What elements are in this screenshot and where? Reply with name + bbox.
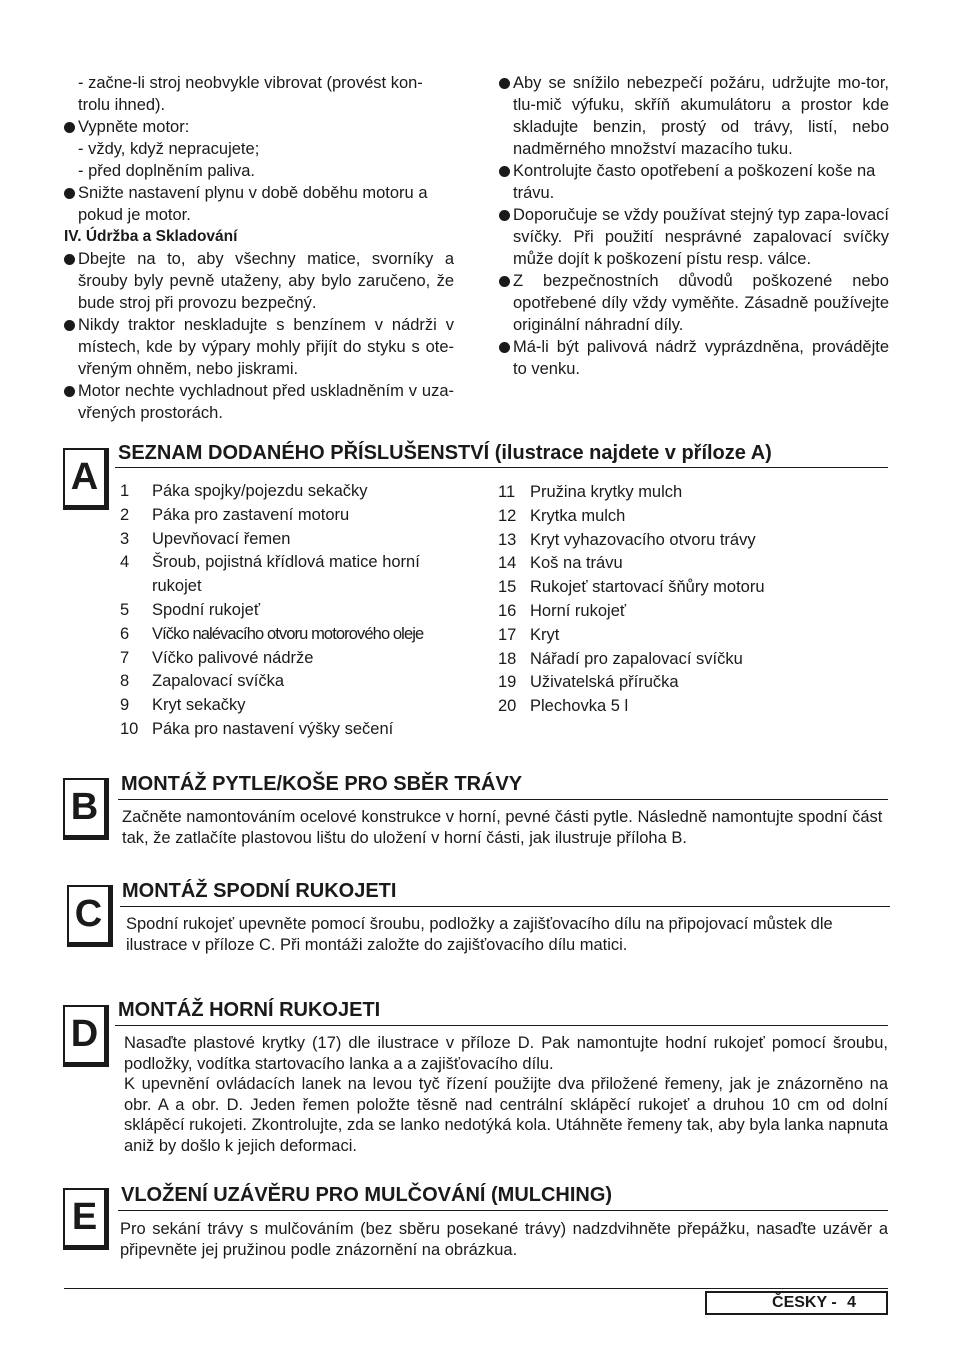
section-letter-b: B	[63, 778, 109, 840]
paragraph: Spodní rukojeť upevněte pomocí šroubu, podložky a zajišťovacího dílu na připojovací můstek dle ilustrace v příloze C. Při montáži založte do zajišťovacího dílu matici.	[126, 915, 833, 954]
section-d-text	[124, 1033, 888, 1156]
bullet-item: Aby se snížilo nebezpečí požáru, udržujte mo-tor, tlu-mič výfuku, skříň akumulátoru a prostor kde skladujte benzin, prostý od trávy, listí, nebo nadměrného množství mazacího tuku.	[499, 72, 889, 160]
list-item: 12 Krytka mulch	[498, 506, 626, 525]
list-item: 7 Víčko palivové nádrže	[120, 648, 314, 667]
paragraph: K upevnění ovládacích lanek na levou tyč řízení použijte dva přiložené řemeny, jak je znázorněno na obr. A a obr. D. Jeden řemen položte těsně nad centrální sklápěcí rukojeť a druhou 10 cm od dolní sklápěcí rukojeti. Zkontrolujte, zda se lanko nedotýká kola. Utáhněte řemeny tak, aby byla lanka napnuta aniž by došlo k jejich deformaci.	[124, 1075, 888, 1155]
list-item: 5 Spodní rukojeť	[120, 600, 261, 619]
section-d-rule	[115, 1025, 888, 1026]
list-item: 3 Upevňovací řemen	[120, 529, 291, 548]
paragraph: Začněte namontováním ocelové konstrukce v horní, pevné části pytle. Následně namontujte spodní část tak, že zatlačíte plastovou lištu do uložení v horní části, jak ilustruje příloha B.	[122, 808, 883, 847]
paragraph: Nasaďte plastové krytky (17) dle ilustrace v příloze D. Pak namontujte hodní rukojeť pomocí šroubu, podložky, vodítka startovacího lanka a a zajišťovacího dílu.	[124, 1034, 888, 1073]
section-a-rule	[115, 467, 888, 468]
bullet-item: Má-li být palivová nádrž vyprázdněna, provádějte to venku.	[499, 336, 889, 380]
footer-rule	[64, 1288, 888, 1289]
accessory-list-right	[498, 481, 878, 719]
paragraph: Pro sekání trávy s mulčováním (bez sběru posekané trávy) nadzdvihněte přepážku, nasaďte uzávěr a připevněte jej pružinou podle znázornění na obrázkua.	[120, 1220, 888, 1259]
bullet-item: Doporučuje se vždy používat stejný typ zapa-lovací svíčky. Při použití nesprávné zapalovací svíčky může dojít k poškození pístu resp. válce.	[499, 204, 889, 270]
page-number: 4	[847, 1294, 856, 1311]
list-item: 14 Koš na trávu	[498, 554, 623, 573]
list-item: 13 Kryt vyhazovacího otvoru trávy	[498, 530, 756, 549]
section-letter-a: A	[63, 448, 109, 510]
list-item: 9 Kryt sekačky	[120, 696, 246, 715]
bullet-item: Motor nechte vychladnout před uskladněním v uza-vřených prostorách.	[64, 380, 454, 424]
text-line: - před doplněním paliva.	[78, 162, 256, 180]
section-letter-d: D	[63, 1005, 109, 1067]
list-item: 4 Šroub, pojistná křídlová matice horní rukojet	[120, 553, 420, 596]
section-letter-e: E	[63, 1188, 109, 1250]
section-d-title: MONTÁŽ HORNÍ RUKOJETI	[118, 999, 381, 1021]
section-c-title: MONTÁŽ SPODNÍ RUKOJETI	[122, 880, 397, 902]
section-b-title: MONTÁŽ PYTLE/KOŠE PRO SBĚR TRÁVY	[121, 773, 523, 795]
list-item: 11 Pružina krytky mulch	[498, 483, 683, 501]
list-item: 16 Horní rukojeť	[498, 601, 627, 620]
section-c-rule	[120, 906, 890, 907]
section-a-title: SEZNAM DODANÉHO PŘÍSLUŠENSTVÍ (ilustrace najdete v příloze A)	[118, 442, 772, 464]
accessory-list-left	[120, 480, 470, 742]
list-item: 10 Páka pro nastavení výšky sečení	[120, 719, 394, 738]
section-e-text	[120, 1219, 888, 1260]
left-column	[64, 72, 454, 424]
list-item: 2 Páka pro zastavení motoru	[120, 505, 350, 524]
bullet-item: Nikdy traktor neskladujte s benzínem v nádrži v místech, kde by výpary mohly přijít do styku s ote-vřeným ohněm, nebo jiskrami.	[64, 314, 454, 380]
list-item: 17 Kryt	[498, 625, 560, 644]
list-item: 19 Uživatelská příručka	[498, 673, 679, 692]
bullet-item: Snižte nastavení plynu v době doběhu motoru a pokud je motor.	[64, 182, 454, 226]
bullet-item: Vypněte motor:	[64, 116, 454, 138]
page-footer-box	[705, 1291, 888, 1315]
section-letter-c: C	[67, 885, 113, 947]
bullet-item: Z bezpečnostních důvodů poškozené nebo opotřebené díly vždy vyměňte. Zásadně používejte originální náhradní díly.	[499, 270, 889, 336]
footer-language: ČESKY -	[772, 1294, 837, 1311]
list-item: 15 Rukojeť startovací šňůry motoru	[498, 578, 765, 597]
bullet-item: Dbejte na to, aby všechny matice, svorníky a šrouby byly pevně utaženy, aby bylo zaručeno, že bude stroj při provozu bezpečný.	[64, 248, 454, 314]
list-item: 18 Nářadí pro zapalovací svíčku	[498, 649, 743, 668]
section-c-text	[126, 914, 892, 955]
subsection-heading: IV. Údržba a Skladování	[64, 228, 238, 245]
text-line: - vždy, když nepracujete;	[78, 140, 260, 158]
list-item: 6 Víčko nalévacího otvoru motorového oleje	[120, 624, 424, 643]
text-line: - začne-li stroj neobvykle vibrovat (provést kon-	[78, 74, 423, 92]
section-e-title: VLOŽENÍ UZÁVĚRU PRO MULČOVÁNÍ (MULCHING)	[121, 1184, 613, 1206]
section-e-rule	[118, 1210, 888, 1211]
list-item: 1 Páka spojky/pojezdu sekačky	[120, 482, 368, 500]
list-item: 8 Zapalovací svíčka	[120, 672, 285, 691]
bullet-item: Kontrolujte často opotřebení a poškození koše na trávu.	[499, 160, 889, 204]
list-item: 20 Plechovka 5 l	[498, 697, 629, 716]
section-b-text	[122, 807, 888, 848]
right-column	[499, 72, 889, 380]
text-line: trolu ihned).	[78, 96, 166, 114]
section-b-rule	[118, 799, 888, 800]
